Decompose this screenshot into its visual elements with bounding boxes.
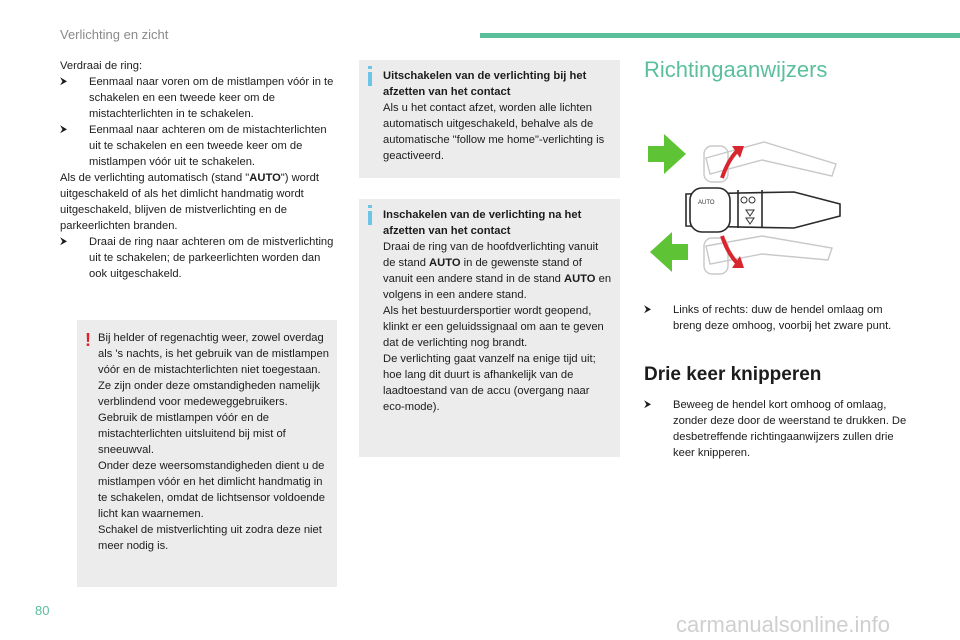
right-arrow-icon [648, 134, 686, 174]
left-arrow-icon [650, 232, 688, 272]
indicator-instructions [644, 302, 914, 334]
page-number: 80 [35, 603, 50, 618]
warning-text: Onder deze weersomstandigheden dient u de mistlampen vóór en het dimlicht handmatig in te schakelen, omdat de lichtsensor voldoende licht kan waarnemen. [98, 460, 326, 520]
auto-paragraph [60, 170, 338, 234]
auto-position-label: AUTO [698, 200, 715, 206]
auto-label: AUTO [249, 172, 281, 184]
info-text: De verlichting gaat vanzelf na enige tijd uit; hoe lang dit duurt is afhankelijk van de laadtoestand van de accu (overgang naar eco-mode). [383, 353, 596, 413]
stalk-main [686, 188, 840, 232]
warning-box [77, 320, 337, 587]
warning-icon: ! [85, 330, 91, 350]
text-run: Draai de ring van de hoofdverlichting vanuit de stand [383, 241, 599, 269]
header-rule [480, 33, 960, 38]
list-item [644, 302, 914, 334]
list-item [60, 122, 338, 170]
list-item [60, 234, 338, 282]
bullet-arrow-icon: ⮞ [60, 236, 68, 247]
subsection-title: Drie keer knipperen [644, 364, 822, 385]
section-title: Richtingaanwijzers [644, 57, 828, 82]
info-icon [368, 211, 372, 225]
up-movement-arrow [722, 150, 738, 178]
stalk-diagram [644, 120, 874, 290]
info-text [383, 239, 612, 303]
bullet-text: Eenmaal naar voren om de mistlampen vóór in te schakelen en een tweede keer om de mistachterlichten in te schakelen. [89, 76, 334, 120]
list-item [644, 397, 914, 461]
text-run: in de gewenste stand of vanuit een andere stand in de stand [383, 257, 582, 285]
text-run: en volgens in een andere stand. [383, 273, 612, 301]
bullet-text: Eenmaal naar achteren om de mistachterlichten uit te schakelen en een tweede keer om de mistlampen vóór uit te schakelen. [89, 124, 327, 168]
bullet-arrow-icon: ⮞ [60, 124, 68, 135]
triple-flash-instructions [644, 397, 914, 461]
bullet-arrow-icon: ⮞ [60, 76, 68, 87]
info-title: Inschakelen van de verlichting na het afzetten van het contact [383, 209, 582, 237]
auto-label: AUTO [564, 273, 596, 285]
warning-text: Schakel de mistverlichting uit zodra deze niet meer nodig is. [98, 524, 322, 552]
list-item [60, 74, 338, 122]
fog-light-instructions [60, 58, 338, 282]
paragraph-text: ") wordt uitgeschakeld of als het dimlicht handmatig wordt uitgeschakeld, blijven de mistverlichting en de parkeerlichten branden. [60, 172, 319, 232]
bullet-arrow-icon: ⮞ [644, 304, 652, 315]
auto-label: AUTO [429, 257, 461, 269]
bullet-text: Draai de ring naar achteren om de mistverlichting uit te schakelen; de parkeerlichten worden dan ook uitgeschakeld. [89, 236, 334, 280]
info-text: Als u het contact afzet, worden alle lichten automatisch uitgeschakeld, behalve als de automatische "follow me home"-verlichting is geactiveerd. [383, 102, 605, 162]
info-title: Uitschakelen van de verlichting bij het afzetten van het contact [383, 70, 587, 98]
info-box-switch-off [359, 60, 620, 178]
indicator-stalk-illustration [644, 120, 874, 290]
watermark: carmanualsonline.info [676, 612, 891, 637]
info-text: Als het bestuurdersportier wordt geopend, klinkt er een geluidssignaal om aan te geven dat de verlichting nog brandt. [383, 305, 604, 349]
intro-text: Verdraai de ring: [60, 60, 143, 72]
bullet-text: Links of rechts: duw de hendel omlaag om breng deze omhoog, voorbij het zware punt. [673, 304, 892, 332]
section-header: Verlichting en zicht [60, 27, 169, 42]
info-icon [368, 72, 372, 86]
bullet-arrow-icon: ⮞ [644, 399, 652, 410]
warning-text: Bij helder of regenachtig weer, zowel overdag als 's nachts, is het gebruik van de mistlampen vóór en de mistachterlichten niet toegestaan. Ze zijn onder deze omstandigheden namelijk verblindend voor medeweggebruikers. Gebruik de mistlampen vóór en de mistachterlichten uitsluitend bij mist of sneeuwval. [98, 332, 329, 456]
info-box-switch-on [359, 199, 620, 457]
paragraph-text: Als de verlichting automatisch (stand " [60, 172, 250, 184]
bullet-text: Beweeg de hendel kort omhoog of omlaag, zonder deze door de weerstand te drukken. De desbetreffende richtingaanwijzers zullen drie keer knipperen. [673, 399, 907, 459]
